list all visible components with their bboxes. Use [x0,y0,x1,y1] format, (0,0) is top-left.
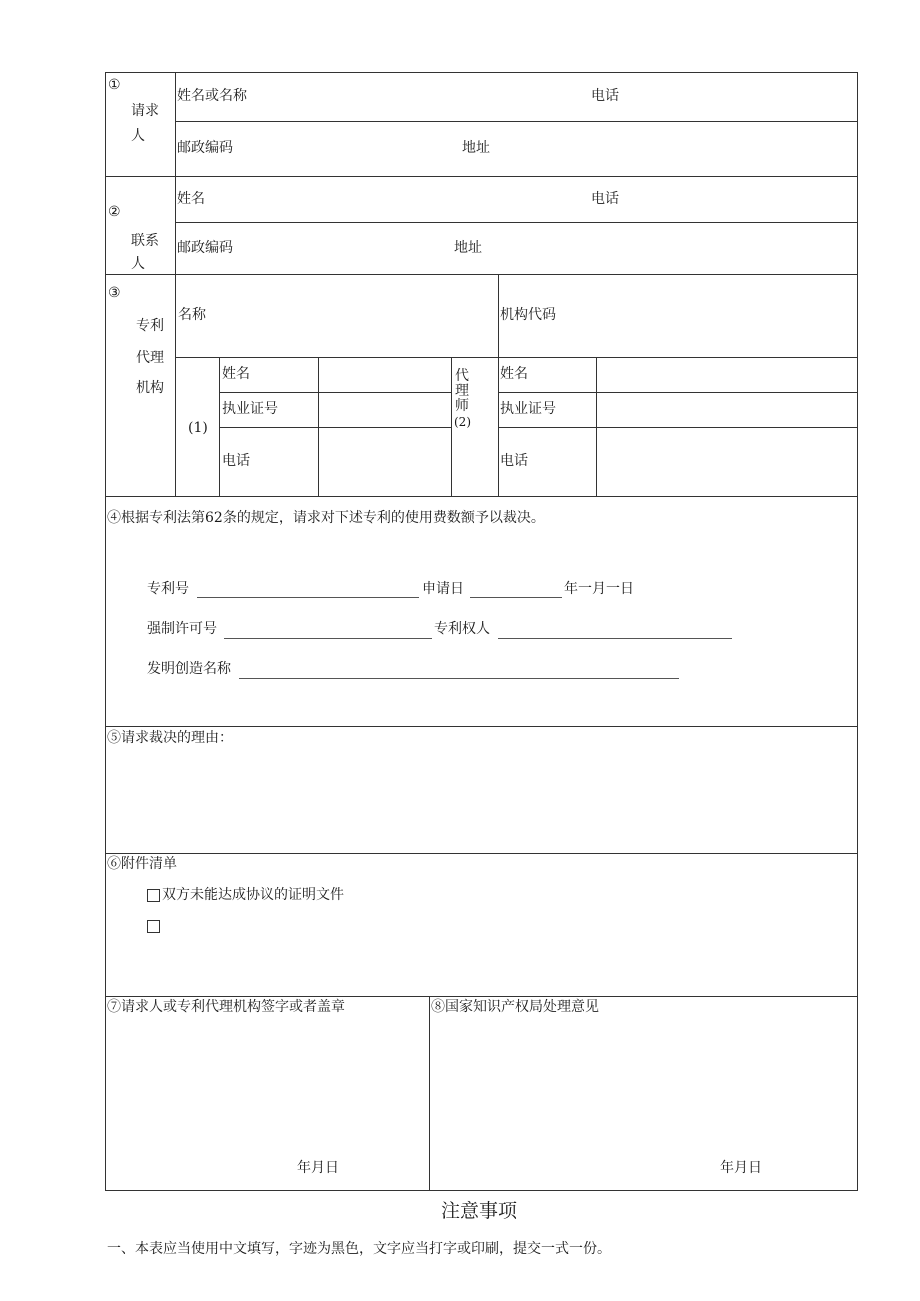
name-field-label: 姓名或名称 [177,88,247,104]
agency-code-label: 机构代码 [500,307,556,323]
apply-date-label: 申请日 [422,581,464,597]
patentee-label: 专利权人 [434,621,490,637]
agent1-license-label: 执业证号 [222,401,278,417]
s2-row-line [175,222,857,223]
table-top-border [105,72,858,73]
divider-6-7 [105,996,858,997]
phone-field-label: 电话 [591,88,619,104]
patent-number-line[interactable] [197,597,419,598]
agent2-name-label: 姓名 [500,366,528,382]
attachment-checkbox[interactable] [147,920,160,933]
label-column-line [175,72,176,496]
divider-1-2 [105,176,858,177]
attachment-item-label: 双方未能达成协议的证明文件 [162,887,344,903]
statement-text: ④根据专利法第62条的规定，请求对下述专利的使用费数额予以裁决。 [107,510,545,526]
section-label: 人 [131,128,145,144]
date-suffix: 年一月一日 [564,581,634,597]
s3-agent2-row2 [498,427,857,428]
notes-title: 注意事项 [441,1200,518,1222]
section-number: ① [108,77,121,93]
section-label: 请求 [131,103,159,119]
reasons-label: ⑤请求裁决的理由： [107,730,233,746]
s3-agent1-row1 [219,392,451,393]
signature-label: ⑦请求人或专利代理机构签字或者盖章 [107,999,345,1015]
postcode-field-label: 邮政编码 [177,240,233,256]
table-right-border [857,72,858,1191]
section-label: 代理 [136,350,164,366]
section-label: 人 [131,256,145,272]
agent2-license-label: 执业证号 [500,401,556,417]
signature-date: 年月日 [297,1160,339,1176]
agent1-phone-label: 电话 [222,453,250,469]
s3-name-row-line [175,357,857,358]
phone-field-label: 电话 [591,191,619,207]
section-number: ③ [108,285,121,301]
divider-3-4 [105,496,858,497]
agency-name-label: 名称 [178,307,206,323]
table-bottom-border [105,1190,858,1191]
office-opinion-label: ⑧国家知识产权局处理意见 [431,999,599,1015]
section-label: 专利 [136,318,164,334]
address-field-label: 地址 [462,140,490,156]
patentee-line[interactable] [498,638,732,639]
s7-s8-split-line [429,996,430,1191]
section-number: ② [108,204,121,220]
license-number-line[interactable] [224,638,432,639]
divider-5-6 [105,853,858,854]
patent-number-label: 专利号 [147,581,189,597]
attachment-checkbox[interactable] [147,889,160,902]
address-field-label: 地址 [454,240,482,256]
agent1-name-label: 姓名 [222,366,250,382]
invention-name-label: 发明创造名称 [147,661,231,677]
name-field-label: 姓名 [177,191,205,207]
s3-agent2-row1 [498,392,857,393]
license-number-label: 强制许可号 [147,621,217,637]
agent2-number: (2) [454,415,471,429]
apply-date-line[interactable] [470,597,562,598]
s1-row-line [175,121,857,122]
section-label: 联系 [131,233,159,249]
divider-4-5 [105,726,858,727]
agent2-label: 代理师 [455,368,469,414]
office-opinion-date: 年月日 [720,1160,762,1176]
table-left-border [105,72,106,1191]
notes-item: 一、本表应当使用中文填写，字迹为黑色，文字应当打字或印刷，提交一式一份。 [107,1241,611,1257]
s3-agent1-row2 [219,427,451,428]
agent2-phone-label: 电话 [500,453,528,469]
section-label: 机构 [136,380,164,396]
invention-name-line[interactable] [239,678,679,679]
agent1-number: (1) [188,420,208,436]
s3-middle-line [498,274,499,496]
divider-2-3 [105,274,858,275]
s3-agent2-label-line [451,357,452,496]
postcode-field-label: 邮政编码 [177,140,233,156]
attachments-label: ⑥附件清单 [107,856,177,872]
